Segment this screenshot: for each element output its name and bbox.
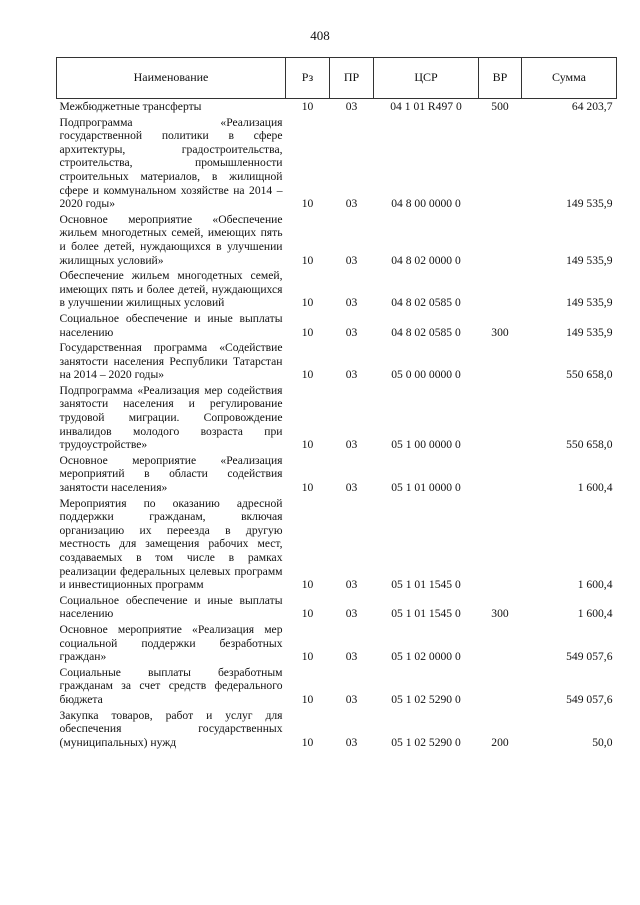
- row-sum: 549 057,6: [566, 650, 613, 664]
- row-sum: 64 203,7: [571, 100, 613, 113]
- row-pr: 03: [345, 607, 358, 621]
- row-vr: [479, 454, 522, 497]
- row-pr: 03: [345, 197, 358, 211]
- header-csr: ЦСР: [374, 58, 479, 99]
- table-row: [57, 341, 617, 384]
- header-vr: ВР: [479, 58, 522, 99]
- row-rz: 10: [301, 692, 314, 706]
- row-rz: 10: [301, 438, 314, 452]
- row-pr: 03: [345, 481, 358, 495]
- row-sum: 149 535,9: [566, 253, 613, 267]
- table-row: [57, 594, 617, 623]
- row-sum: 50,0: [592, 735, 613, 749]
- row-csr: 04 1 01 R497 0: [390, 100, 462, 113]
- row-vr: 300: [491, 325, 509, 339]
- row-name: Межбюджетные трансферты: [59, 100, 202, 113]
- row-rz: 10: [301, 607, 314, 621]
- header-name: Наименование: [57, 58, 286, 99]
- row-sum: 149 535,9: [566, 325, 613, 339]
- row-pr: 03: [345, 368, 358, 382]
- row-vr: [479, 269, 522, 312]
- table-row: [57, 312, 617, 341]
- row-sum: 1 600,4: [577, 607, 613, 621]
- row-rz: 10: [301, 253, 314, 267]
- row-name: Основное мероприятие «Реализация мероприятий в области содействия занятости населения»: [59, 453, 283, 495]
- table-row: [57, 269, 617, 312]
- row-name: Социальное обеспечение и иные выплаты населению: [59, 593, 283, 621]
- row-name: Подпрограмма «Реализация мер содействия занятости населения и регулирование трудовой миграции. Сопровождение инвалидов молодого возраста при трудоустройстве»: [59, 383, 283, 452]
- row-vr: [479, 384, 522, 454]
- row-pr: 03: [345, 578, 358, 592]
- row-rz: 10: [301, 368, 314, 382]
- row-name: Основное мероприятие «Обеспечение жильем многодетных семей, имеющих пять и более детей, нуждающихся в улучшении жилищных условий»: [59, 212, 283, 267]
- header-pr: ПР: [330, 58, 374, 99]
- row-vr: 200: [491, 735, 509, 749]
- row-pr: 03: [345, 735, 358, 749]
- row-vr: 300: [491, 607, 509, 621]
- row-name: Государственная программа «Содействие занятости населения Республики Татарстан на 2014 – 2020 годы»: [59, 341, 283, 382]
- table-body: [57, 99, 617, 752]
- row-rz: 10: [301, 197, 314, 211]
- table-row: [57, 213, 617, 269]
- table-row: [57, 99, 617, 116]
- row-rz: 10: [301, 735, 314, 749]
- row-rz: 10: [301, 296, 314, 310]
- row-csr: 05 1 01 1545 0: [391, 607, 461, 621]
- table-row: [57, 116, 617, 213]
- row-name: Обеспечение жильем многодетных семей, имеющих пять и более детей, нуждающихся в улучшении жилищных условий: [59, 269, 283, 310]
- row-csr: 05 1 01 0000 0: [391, 481, 461, 495]
- row-name: Закупка товаров, работ и услуг для обеспечения государственных (муниципальных) нужд: [59, 708, 283, 749]
- table-row: [57, 666, 617, 709]
- row-sum: 549 057,6: [566, 692, 613, 706]
- row-vr: [479, 213, 522, 269]
- row-sum: 550 658,0: [566, 368, 613, 382]
- row-sum: 1 600,4: [577, 481, 613, 495]
- row-vr: [479, 341, 522, 384]
- row-name: Основное мероприятие «Реализация мер социальной поддержки безработных граждан»: [59, 622, 283, 664]
- row-csr: 05 1 00 0000 0: [391, 438, 461, 452]
- row-pr: 03: [345, 438, 358, 452]
- row-rz: 10: [301, 650, 314, 664]
- row-pr: 03: [345, 296, 358, 310]
- row-sum: 550 658,0: [566, 438, 613, 452]
- table-row: [57, 709, 617, 752]
- row-csr: 05 1 02 5290 0: [391, 692, 461, 706]
- row-csr: 05 1 02 0000 0: [391, 650, 461, 664]
- page-number: 408: [310, 28, 330, 43]
- row-pr: 03: [345, 253, 358, 267]
- row-csr: 04 8 00 0000 0: [391, 197, 461, 211]
- row-vr: [479, 623, 522, 666]
- table-row: [57, 623, 617, 666]
- header-sum: Сумма: [522, 58, 617, 99]
- row-csr: 05 1 02 5290 0: [391, 735, 461, 749]
- row-vr: [479, 497, 522, 594]
- row-pr: 03: [345, 325, 358, 339]
- table-row: [57, 384, 617, 454]
- row-vr: [479, 116, 522, 213]
- row-rz: 10: [301, 578, 314, 592]
- row-csr: 05 1 01 1545 0: [391, 578, 461, 592]
- row-rz: 10: [301, 100, 314, 113]
- row-csr: 04 8 02 0585 0: [391, 325, 461, 339]
- row-vr: [479, 666, 522, 709]
- table-header: [57, 58, 617, 99]
- row-rz: 10: [301, 325, 314, 339]
- header-rz: Рз: [286, 58, 330, 99]
- row-name: Подпрограмма «Реализация государственной политики в сфере архитектуры, градостроительства, строительства, промышленности строительных материалов, в жилищной сфере и коммунальном хозяйстве на 2014 – 2020 годы»: [59, 115, 283, 211]
- row-pr: 03: [345, 692, 358, 706]
- row-sum: 149 535,9: [566, 296, 613, 310]
- row-pr: 03: [345, 100, 358, 113]
- row-vr: 500: [491, 100, 509, 113]
- row-csr: 04 8 02 0585 0: [391, 296, 461, 310]
- budget-table: [56, 57, 617, 751]
- row-csr: 04 8 02 0000 0: [391, 253, 461, 267]
- row-name: Социальные выплаты безработным гражданам за счет средств федерального бюджета: [59, 665, 283, 706]
- row-csr: 05 0 00 0000 0: [391, 368, 461, 382]
- row-rz: 10: [301, 481, 314, 495]
- row-sum: 1 600,4: [577, 578, 613, 592]
- table-row: [57, 497, 617, 594]
- row-name: Мероприятия по оказанию адресной поддержки гражданам, включая организацию их переезда в другую местность для замещения рабочих мест, создаваемых в том числе в рамках реализации федеральных целевых программ и инвестиционных программ: [59, 496, 283, 592]
- row-sum: 149 535,9: [566, 197, 613, 211]
- table-row: [57, 454, 617, 497]
- row-pr: 03: [345, 650, 358, 664]
- row-name: Социальное обеспечение и иные выплаты населению: [59, 311, 283, 339]
